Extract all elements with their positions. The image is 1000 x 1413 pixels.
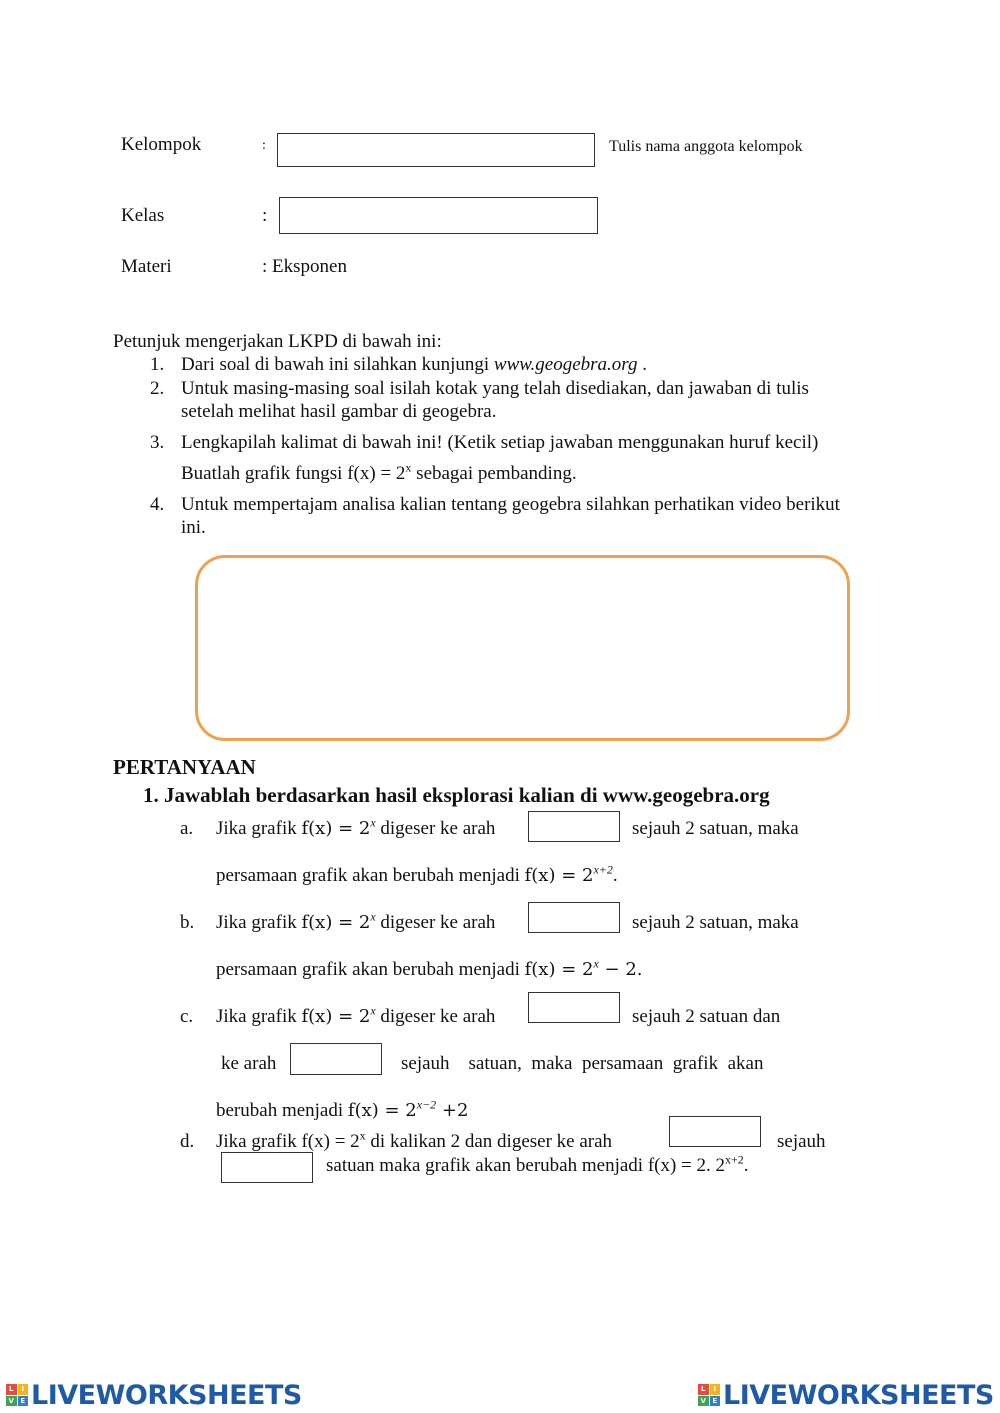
item-c-line3: berubah menjadi $f(x) = 2^{x-2} +2$ [216,1097,469,1121]
logo-mark-icon: L I V E [698,1384,720,1406]
item-b-line2: persamaan grafik akan berubah menjadi $f(x) = 2^x - 2$. [216,956,643,980]
item-a-line1: Jika grafik $f(x) = 2^x$ digeser ke arah [216,815,496,839]
item-a-distance-text: sejauh 2 satuan, maka [632,818,799,839]
instruction-number-3: 3. [150,432,165,453]
item-b-direction-input[interactable] [528,902,620,933]
video-frame[interactable] [195,555,850,741]
item-c-distance-text: sejauh 2 satuan dan [632,1006,781,1027]
item-d-sejauh: sejauh [777,1131,826,1152]
geogebra-link[interactable]: www.geogebra.org [493,354,638,375]
item-d-distance-input[interactable] [221,1152,313,1183]
kelas-colon: : [262,205,268,226]
instruction-number-4: 4. [150,494,165,515]
kelompok-hint: Tulis nama anggota kelompok [609,138,803,155]
item-c-label: c. [180,1006,194,1027]
kelompok-label: Kelompok [121,134,202,155]
instruction-item-3-line2: Buatlah grafik fungsi $f(x) = 2^x$ sebagai pembanding. [181,460,577,484]
kelas-input[interactable] [279,197,598,234]
item-a-line2: persamaan grafik akan berubah menjadi $f(x) = 2^{x+2}$. [216,862,618,886]
instruction-item-4-line1: Untuk mempertajam analisa kalian tentang geogebra silahkan perhatikan video berikut [181,494,840,515]
kelompok-colon: : [262,138,266,153]
instruction-item-4-line2: ini. [181,517,206,538]
liveworksheets-logo-left [6,1378,302,1412]
question-1-heading: 1. Jawablah berdasarkan hasil eksplorasi kalian di www.geogebra.org [143,783,770,807]
item-a-direction-input[interactable] [528,811,620,842]
item-c-line1: Jika grafik $f(x) = 2^x$ digeser ke arah [216,1003,496,1027]
item-d-line2: satuan maka grafik akan berubah menjadi f(x) = 2. $2^{x+2}$. [326,1152,749,1176]
instructions-title: Petunjuk mengerjakan LKPD di bawah ini: [113,331,442,352]
item-b-label: b. [180,912,195,933]
instruction-item-2-line2: setelah melihat hasil gambar di geogebra. [181,401,497,422]
liveworksheets-logo-right [698,1378,994,1412]
item-c-second-direction-input[interactable] [290,1043,382,1075]
instruction-item-2-line1: Untuk masing-masing soal isilah kotak yang telah disediakan, dan jawaban di tulis [181,378,809,399]
item-b-line1: Jika grafik $f(x) = 2^x$ digeser ke arah [216,909,496,933]
section-title: PERTANYAAN [113,755,256,779]
item-d-label: d. [180,1131,195,1152]
kelas-label: Kelas [121,205,165,226]
materi-label: Materi [121,256,172,277]
kelompok-input[interactable] [277,133,595,167]
item-d-line1: Jika grafik $f(x) = 2^x$ di kalikan 2 dan digeser ke arah [216,1128,613,1152]
item-b-distance-text: sejauh 2 satuan, maka [632,912,799,933]
item-a-label: a. [180,818,194,839]
item-c-direction-input[interactable] [528,992,620,1023]
materi-value: : Eksponen [262,256,347,277]
instruction-number-1: 1. [150,354,165,375]
instruction-item-3-line1: Lengkapilah kalimat di bawah ini! (Ketik setiap jawaban menggunakan huruf kecil) [181,432,819,453]
logo-mark-icon: L I V E [6,1384,28,1406]
item-d-direction-input[interactable] [669,1116,761,1147]
logo-text: LIVEWORKSHEETS [31,1379,302,1411]
logo-text: LIVEWORKSHEETS [723,1379,994,1411]
instruction-number-2: 2. [150,378,165,399]
item-c-ke-arah: ke arah [221,1053,277,1074]
instruction-item-1: Dari soal di bawah ini silahkan kunjungi www.geogebra.org . [181,354,647,375]
item-c-line2-rest: sejauh satuan, maka persamaan grafik akan [401,1053,764,1074]
